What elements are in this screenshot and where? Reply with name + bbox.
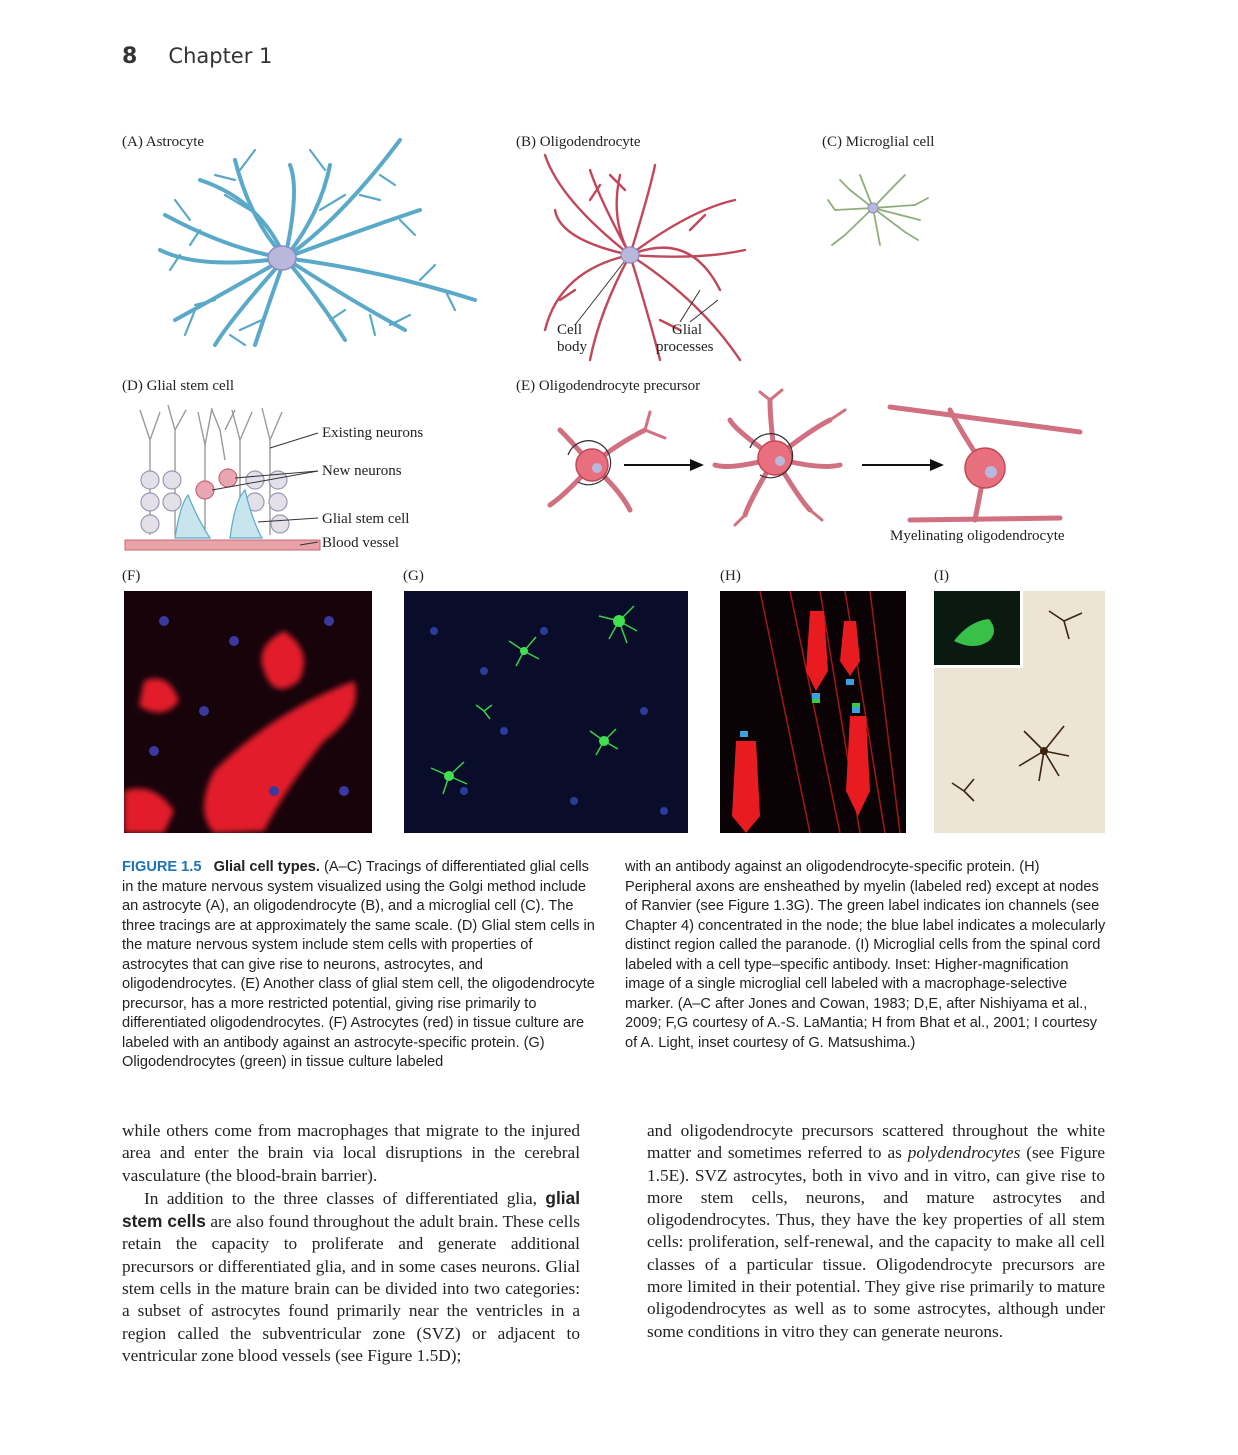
panel-label-a: (A) Astrocyte — [122, 134, 205, 150]
cell-body-label-1: Cell — [557, 322, 582, 338]
body-paragraph: and oligodendrocyte precursors scattered throughout the white matter and sometimes referred to as polydendrocytes (see Figure 1.5E). SVZ astrocytes, both in vivo and in vitro, can give rise to more stem cells, neurons, and mature astrocytes and oligodendrocytes. Thus, they have the key properties of all stem cells: proliferation, self-renewal, and the capacity to make all cell classes of a particular tissue. Oligodendrocyte precursors are more limited in their potential. They give rise primarily to mature oligodendrocytes as well as to some astrocytes, although under some conditions in vitro they can generate neurons. — [647, 1121, 1106, 1341]
panel-label-b: (B) Oligodendrocyte — [516, 134, 641, 150]
astrocyte-tracing — [160, 140, 475, 345]
panel-label-f: (F) — [122, 568, 141, 584]
body-paragraph: In addition to the three classes of differentiated glia, glial stem cells are also found throughout the adult brain. These cells retain the capacity to proliferate and generate additional precursors or differentiated glia, and in some cases neurons. Glial stem cells in the mature brain can be divided into two categories: a subset of astrocytes found primarily near the ventricles in a region called the subventricular zone (SVZ) or adjacent to ventricular zone blood vessels (see Figure 1.5D); — [122, 1187, 580, 1365]
glial-processes-label-2: processes — [656, 339, 714, 355]
glial-illustrations — [0, 0, 1238, 570]
photo-h-axons — [720, 591, 906, 833]
chapter-title: Chapter 1 — [168, 44, 273, 68]
photo-i-microglia — [934, 591, 1105, 833]
photo-f-astrocytes — [124, 591, 372, 833]
glial-stem-cell-label: Glial stem cell — [322, 511, 410, 527]
cell-body-pointer — [575, 262, 624, 325]
figure-caption-left — [122, 858, 598, 1073]
myelinating-label: Myelinating oligodendrocyte — [890, 528, 1065, 544]
figure-number: FIGURE 1.5 — [122, 859, 202, 875]
panel-label-h: (H) — [720, 568, 741, 584]
cell-body-label-2: body — [557, 339, 587, 355]
photo-g-oligodendrocytes — [404, 591, 688, 833]
keyword-glial-stem-cells: glial stem cells — [122, 1187, 580, 1232]
figure-title: Glial cell types. — [213, 859, 320, 875]
panel-label-i: (I) — [934, 568, 949, 584]
panel-label-c: (C) Microglial cell — [822, 134, 935, 150]
photo-i-inset — [934, 591, 1023, 668]
figure-caption-right — [625, 858, 1107, 1053]
oligo-precursor-diagram — [550, 390, 1080, 525]
blood-vessel-label: Blood vessel — [322, 535, 400, 551]
body-paragraph: while others come from macrophages that migrate to the injured area and enter the brain via local disruptions in the cerebral vasculature (the blood-brain barrier). — [122, 1121, 580, 1185]
body-column-left — [122, 1120, 580, 1367]
body-column-right — [647, 1120, 1105, 1343]
caption-text-right: with an antibody against an oligodendrocyte-specific protein. (H) Peripheral axons are ensheathed by myelin (labeled red) except at nodes of Ranvier (see Figure 1.3G). The green label indicates ion channels (see Chapter 4) concentrated in the node; the blue label indicates a molecularly distinct region called the paranode. (I) Microglial cells from the spinal cord labeled with a cell type–specific antibody. Inset: Higher-magnification image of a single microglial cell labeled with a macrophage-selective marker. (A–C after Jones and Cowan, 1983; D,E, after Nishiyama et al., 2009; F,G courtesy of A.-S. LaMantia; H from Bhat et al., 2001; I courtesy of A. Light, inset courtesy of G. Matsushima.) — [625, 859, 1106, 1051]
panel-label-g: (G) — [403, 568, 424, 584]
caption-text-left: (A–C) Tracings of differentiated glial cells in the mature nervous system visualized using the Golgi method include an astrocyte (A), an oligodendrocyte (B), and a microglial cell (C). The three tracings are at approximately the same scale. (D) Glial stem cells in the mature nervous system include stem cells with properties of astrocytes that can give rise to neurons, astrocytes, and oligodendrocytes. (E) Another class of glial stem cell, the oligodendrocyte precursor, has a more restricted potential, giving rise primarily to differentiated oligodendrocytes. (F) Astrocytes (red) in tissue culture are labeled with an antibody against an astrocyte-specific protein. (G) Oligodendrocytes (green) in tissue culture labeled — [122, 859, 595, 1070]
existing-neurons-label: Existing neurons — [322, 425, 424, 441]
panel-label-e: (E) Oligodendrocyte precursor — [516, 378, 701, 394]
microglia-soma — [868, 203, 878, 213]
new-neurons-label: New neurons — [322, 463, 402, 479]
term-polydendrocytes: polydendrocytes — [907, 1143, 1021, 1163]
glial-stem-cell-diagram — [125, 405, 320, 550]
glial-processes-pointer-2 — [690, 300, 718, 322]
page-number: 8 — [122, 44, 138, 69]
panel-label-d: (D) Glial stem cell — [122, 378, 235, 394]
astrocyte-soma — [268, 246, 296, 270]
oligodendrocyte-soma — [621, 247, 639, 263]
blood-vessel-shape — [125, 540, 320, 550]
glial-processes-label-1: Glial — [672, 322, 702, 338]
